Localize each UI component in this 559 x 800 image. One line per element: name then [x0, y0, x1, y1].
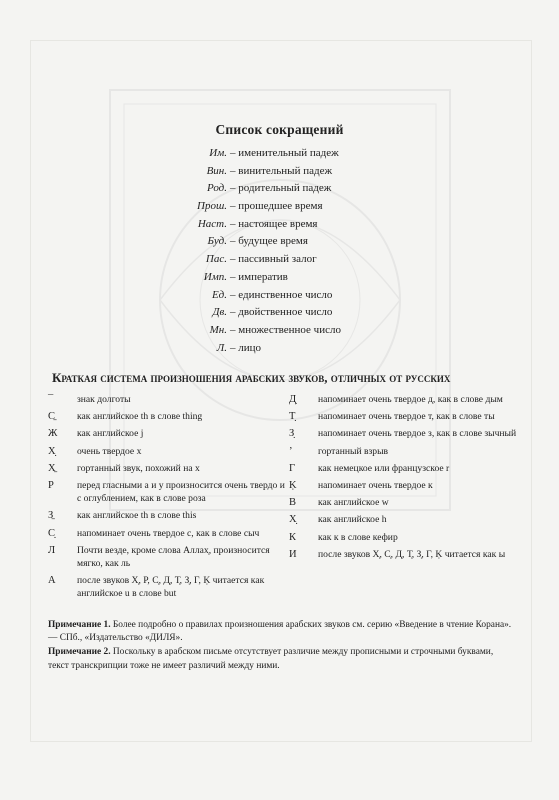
abbreviation-term: Прош.	[197, 200, 227, 213]
abbreviation-row	[0, 251, 559, 269]
abbreviation-term: Имп.	[203, 270, 227, 283]
abbreviation-term: Вин.	[206, 164, 227, 177]
sound-symbol: Р	[48, 480, 54, 492]
sound-symbol: ʼ	[289, 445, 293, 457]
abbreviation-row	[0, 198, 559, 216]
sound-description: как английское j	[77, 428, 144, 440]
sound-description: очень твердое х	[77, 445, 142, 457]
sound-symbol: Х̣	[48, 445, 56, 457]
abbreviation-meaning: – прошедшее время	[230, 200, 323, 213]
sound-symbol: Т̣	[289, 411, 296, 423]
sound-symbol: З̱	[48, 510, 54, 522]
abbreviation-term: Род.	[207, 182, 227, 195]
sound-description: напоминает очень твердое с, как в слове сыч	[77, 527, 260, 539]
pronunciation-entry	[289, 496, 529, 509]
abbreviation-row	[0, 233, 559, 251]
sound-description: после звуков Х̣, Р, С̣, Д̣, Т̣, З̣, Г, Ḳ читается как английское u в слове but	[77, 575, 265, 600]
pronunciation-entry	[48, 445, 288, 458]
pronunciation-entry	[289, 548, 529, 561]
sound-description: гортанный звук, похожий на х	[77, 462, 200, 474]
pronunciation-entry	[48, 410, 288, 423]
pronunciation-entry	[48, 574, 288, 600]
sound-symbol: Ḳ	[289, 480, 297, 492]
sound-description: как английское h	[318, 514, 387, 526]
abbreviation-row	[0, 304, 559, 322]
note-2	[48, 646, 516, 672]
abbreviation-meaning: – единственное число	[230, 288, 333, 301]
abbreviation-term: Дв.	[212, 306, 227, 319]
sound-description: как немецкое или французское r	[318, 462, 450, 474]
pronunciation-left-column	[48, 393, 288, 605]
sound-symbol: Л	[48, 544, 56, 556]
sound-description: знак долготы	[77, 394, 131, 405]
sound-symbol: С̱	[48, 411, 56, 423]
abbreviation-row	[0, 180, 559, 198]
abbreviations-list	[0, 145, 559, 357]
abbreviation-row	[0, 163, 559, 181]
pronunciation-entry	[289, 427, 529, 440]
pronunciation-title	[52, 370, 522, 386]
pronunciation-entry	[289, 462, 529, 475]
abbreviation-meaning: – множественное число	[230, 323, 341, 336]
abbreviation-term: Им.	[209, 147, 227, 159]
note-text: Более подробно о правилах произношения арабских звуков см. серию «Введение в чтение Корана». — СПб., «Издательство «ДИЛЯ».	[48, 620, 512, 644]
abbreviation-term: Мн.	[209, 323, 227, 336]
sound-description: Почти везде, кроме слова Аллах̣, произносится мягко, как ль	[77, 544, 270, 570]
sound-description: как к в слове кефир	[318, 531, 398, 543]
sound-symbol: С̣	[48, 527, 56, 539]
abbreviation-row	[0, 145, 559, 163]
sound-symbol: К	[289, 531, 297, 543]
abbreviation-row	[0, 269, 559, 287]
abbreviation-term: Наст.	[197, 217, 227, 230]
abbreviation-term: Пас.	[205, 253, 227, 266]
abbreviation-meaning: – императив	[230, 270, 288, 283]
notes-section	[48, 619, 516, 674]
pronunciation-entry	[48, 544, 288, 570]
pronunciation-entry	[289, 479, 529, 492]
pronunciation-entry	[48, 393, 288, 406]
pronunciation-entry	[289, 531, 529, 544]
note-label: Примечание 2.	[48, 647, 111, 658]
sound-description: как английское w	[318, 497, 389, 509]
pronunciation-entry	[289, 445, 529, 458]
pronunciation-entry	[48, 462, 288, 475]
abbreviation-row	[0, 340, 559, 358]
sound-symbol: Х̣	[289, 514, 297, 526]
abbreviation-row	[0, 322, 559, 340]
sound-symbol: Ж	[48, 428, 58, 440]
pronunciation-title-text: Краткая система произношения арабских звуков, отличных от русских	[52, 370, 451, 385]
note-label: Примечание 1.	[48, 620, 111, 630]
abbreviation-meaning: – будущее время	[230, 235, 308, 248]
note-1	[48, 619, 516, 645]
pronunciation-entry	[48, 427, 288, 440]
abbreviations-title: Список сокращений	[215, 122, 344, 137]
sound-description: как английское th в слове thing	[77, 411, 203, 423]
sound-description: напоминает очень твердое т, как в слове ты	[318, 411, 495, 423]
abbreviation-term: Л.	[216, 341, 227, 354]
note-text: Поскольку в арабском письме отсутствует различие между прописными и строчными буквами, текст транскрипции тоже не имеет различий между ними.	[48, 647, 494, 671]
sound-description: гортанный взрыв	[318, 445, 389, 457]
sound-description: напоминает очень твердое к	[318, 480, 433, 492]
sound-symbol: Д̣	[289, 394, 297, 405]
abbreviation-meaning: – именительный падеж	[230, 147, 339, 159]
sound-symbol: А	[48, 575, 56, 587]
abbreviation-meaning: – пассивный залог	[230, 253, 317, 266]
sound-symbol: И	[289, 548, 297, 560]
sound-symbol: В	[289, 497, 297, 509]
sound-description: перед гласными а и у произносится очень твердо и с оглублением, как в слове роза	[77, 480, 285, 505]
sound-description: напоминает очень твердое з, как в слове зычный	[318, 428, 517, 440]
pronunciation-entry	[289, 393, 529, 406]
abbreviation-row	[0, 287, 559, 305]
pronunciation-right-column	[289, 393, 529, 565]
abbreviation-meaning: – винительный падеж	[230, 164, 333, 177]
abbreviation-meaning: – двойственное число	[230, 306, 333, 319]
sound-symbol: ¯	[48, 394, 54, 405]
abbreviation-meaning: – лицо	[230, 341, 262, 354]
sound-symbol: З̣	[289, 428, 295, 440]
pronunciation-entry	[48, 479, 288, 505]
abbreviation-meaning: – настоящее время	[230, 217, 318, 230]
sound-description: после звуков Х̣, С̣, Д̣, Т̣, З̣, Г, Ḳ читается как ы	[318, 548, 506, 560]
sound-symbol: Г	[289, 462, 296, 474]
pronunciation-entry	[48, 527, 288, 540]
pronunciation-entry	[48, 509, 288, 522]
sound-description: напоминает очень твердое д, как в слове дым	[318, 394, 503, 405]
sound-symbol: Х̱	[48, 462, 56, 474]
pronunciation-entry	[289, 410, 529, 423]
pronunciation-entry	[289, 513, 529, 526]
sound-description: как английское th в слове this	[77, 510, 197, 522]
abbreviation-term: Ед.	[211, 288, 227, 301]
abbreviation-term: Буд.	[207, 235, 227, 248]
abbreviation-row	[0, 216, 559, 234]
abbreviation-meaning: – родительный падеж	[230, 182, 332, 195]
